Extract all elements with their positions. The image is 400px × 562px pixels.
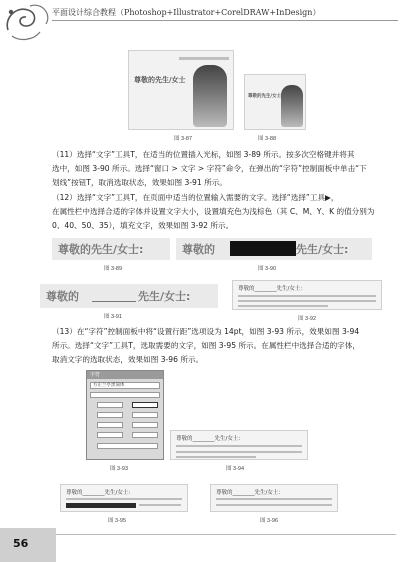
panel-title-bar (87, 371, 163, 379)
paragraph-step-13 (52, 325, 390, 367)
woman-silhouette-image (193, 65, 227, 127)
card-title: 尊敬的________先生/女士： (238, 286, 306, 292)
text-placeholder-line (238, 305, 328, 307)
text-placeholder-line (238, 300, 376, 302)
page-number: 56 (13, 537, 29, 550)
figure-caption: 图 3-87 (174, 136, 193, 142)
salutation-text: 尊敬的先生/女士: (58, 243, 144, 256)
figure-caption: 图 3-95 (108, 518, 127, 524)
figure-3-88 (244, 74, 306, 130)
paragraph-step-12 (52, 191, 390, 233)
font-size-field[interactable] (97, 402, 123, 408)
horizontal-scale-field[interactable] (132, 422, 158, 428)
text-line: 选中，如图 3-90 所示。选择“窗口 > 文字 > 字符”命令，在弹出的“字符”控制面板中单击“下 (52, 164, 367, 173)
text-line: （13）在“字符”控制面板中将“设置行距”选项设为 14pt，如图 3-93 所示，效果如图 3-94 (52, 327, 360, 336)
salutation-left-text: 尊敬的 (182, 243, 215, 256)
figure-3-95 (60, 484, 188, 512)
woman-silhouette-image (281, 85, 303, 127)
text-line: （12）选择“文字”工具T，在页面中适当的位置输入需要的文字。选择“选择”工具▶， (52, 193, 339, 202)
figure-3-93-character-panel (86, 370, 164, 460)
text-placeholder-line (139, 504, 181, 506)
salutation-right-text: 先生/女士: (296, 243, 349, 256)
text-line: 所示。选择“文字”工具T，选取需要的文字，如图 3-95 所示。在属性栏中选择合适的字体， (52, 341, 360, 350)
figure-3-91 (40, 284, 218, 308)
running-header-title: 平面设计综合教程（Photoshop+Illustrator+CorelDRAW+InDesign） (52, 8, 321, 17)
vertical-scale-field[interactable] (97, 422, 123, 428)
figure-3-89 (52, 238, 170, 260)
figure-caption: 图 3-92 (298, 316, 317, 322)
font-family-select[interactable] (90, 382, 160, 389)
page-footer (0, 528, 400, 562)
panel-title: 字符 (90, 372, 101, 378)
figure-3-87 (128, 50, 234, 130)
salutation-left-text: 尊敬的 (46, 290, 79, 303)
text-placeholder-line (238, 295, 376, 297)
text-placeholder-line (216, 504, 332, 506)
text-placeholder-line (216, 498, 332, 500)
figure-3-90 (176, 238, 372, 260)
footer-rule (56, 534, 396, 535)
card-title: 尊敬的________先生/女士： (176, 436, 244, 442)
text-line: 划线”按钮T，取消选取状态，效果如图 3-91 所示。 (52, 178, 227, 187)
text-placeholder-line (176, 456, 256, 458)
figure-caption: 图 3-90 (258, 266, 277, 272)
text-placeholder-line (66, 498, 182, 500)
figure-caption: 图 3-88 (258, 136, 277, 142)
card-title: 尊敬的________先生/女士： (66, 490, 134, 496)
figure-3-87-headline: 尊敬的先生/女士 (134, 76, 186, 84)
font-family-value: 方正兰亭黑简体 (93, 383, 125, 388)
page-header (0, 0, 400, 44)
text-placeholder-line (176, 445, 302, 447)
font-style-select[interactable] (90, 392, 160, 398)
selected-spaces-highlight (230, 241, 296, 256)
figure-caption: 图 3-94 (226, 466, 245, 472)
salutation-right-text: 先生/女士: (138, 290, 191, 303)
underline-blank (92, 301, 136, 302)
language-select[interactable] (97, 443, 158, 449)
text-line: （11）选择“文字”工具T，在适当的位置插入光标，如图 3-89 所示。按多次空格键并将其 (52, 150, 355, 159)
header-rule (52, 20, 398, 21)
figure-caption: 图 3-96 (260, 518, 279, 524)
paragraph-step-11 (52, 148, 390, 190)
selected-text-highlight (66, 503, 136, 508)
figure-3-88-headline: 尊敬的先生/女士 (248, 94, 282, 99)
text-line: 0、40、50、35），填充文字，效果如图 3-92 所示。 (52, 221, 234, 230)
skew-field[interactable] (132, 432, 158, 438)
figure-caption: 图 3-91 (104, 314, 123, 320)
tracking-field[interactable] (132, 412, 158, 418)
text-line: 在属性栏中选择合适的字体并设置文字大小，设置填充色为浅棕色（其 C、M、Y、K 的值分别为 (52, 207, 375, 216)
baseline-shift-field[interactable] (97, 432, 123, 438)
figure-3-94 (170, 430, 308, 460)
leading-field-highlighted[interactable] (132, 402, 158, 408)
text-line: 取消文字的选取状态，效果如图 3-96 所示。 (52, 355, 204, 364)
kerning-field[interactable] (97, 412, 123, 418)
card-title: 尊敬的________先生/女士： (216, 490, 284, 496)
decorative-swirl-icon (2, 0, 54, 44)
text-placeholder-line (176, 451, 302, 453)
figure-caption: 图 3-93 (110, 466, 129, 472)
figure-caption: 图 3-89 (104, 266, 123, 272)
figure-3-96 (210, 484, 338, 512)
figure-3-92 (232, 280, 382, 310)
